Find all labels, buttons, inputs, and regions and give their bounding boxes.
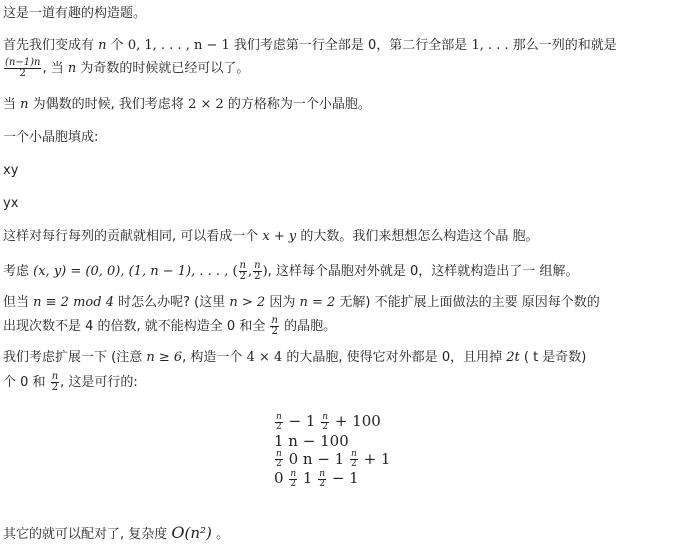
- fraction: $\frac{n}{2}$: [350, 449, 357, 469]
- construction-matrix: [274, 412, 390, 489]
- cell-row-2: yx: [3, 196, 19, 211]
- paragraph-4: 这样对每行每列的贡献就相同, 可以看成一个 x + y 的大数。我们来想想怎么构造这个晶 胞。: [3, 229, 539, 244]
- fraction: $\frac{n}{2}$: [239, 260, 246, 282]
- matrix-row-2: 1 n − 100: [274, 431, 349, 450]
- matrix-row-4: 0 $\frac{n}{2}$ 1 $\frac{n}{2}$ − 1: [274, 468, 359, 489]
- paragraph-6-line-1: 但当 n ≡ 2 mod 4 时怎么办呢? (这里 n > 2 因为 n = 2 无解) 不能扩展上面做法的主要 原因每个数的: [3, 295, 600, 310]
- cell-row-1: xy: [3, 163, 19, 178]
- paragraph-1-line-1: 首先我们变成有 n 个 0, 1, . . . , n − 1 我们考虑第一行全部是 0，第二行全部是 1, . . . 那么一列的和就是: [3, 38, 617, 53]
- paragraph-1-line-2: $\frac{(n-1)n}{2}$ , 当 n 为奇数的时候就已经可以了。: [5, 57, 250, 79]
- fraction: $\frac{n}{2}$: [319, 468, 326, 489]
- paragraph-7-line-1: 我们考虑扩展一下 (注意 n ≥ 6, 构造一个 4 × 4 的大晶胞, 使得它对外都是 0，且用掉 2t ( t 是奇数): [3, 350, 587, 365]
- matrix-row-3: $\frac{n}{2}$ 0 n − 1 $\frac{n}{2}$ + 1: [276, 449, 391, 469]
- paragraph-5: 考虑 (x, y) = (0, 0), (1, n − 1), . . . , ( $\frac{n}{2}$ , $\frac{n}{2}$ ), 这样每个晶胞对外就是 0，这样就构造出了一 组解。: [3, 260, 579, 282]
- paragraph-6-line-2: 出现次数不是 4 的倍数, 就不能构造全 0 和全 $\frac{n}{2}$ 的晶胞。: [3, 315, 337, 337]
- outro-paragraph: 其它的就可以配对了, 复杂度 O(n²) 。: [3, 523, 230, 542]
- paragraph-3: 一个小晶胞填成:: [3, 130, 99, 145]
- paragraph-7-line-2: 个 0 和 $\frac{n}{2}$ , 这是可行的:: [3, 371, 138, 393]
- fraction: $\frac{n}{2}$: [322, 411, 329, 432]
- fraction: $\frac{n}{2}$: [290, 468, 297, 489]
- intro-paragraph: 这是一道有趣的构造题。: [3, 6, 147, 21]
- fraction: $\frac{n}{2}$: [51, 371, 59, 393]
- fraction: $\frac{n}{2}$: [271, 315, 278, 337]
- fraction: $\frac{n}{2}$: [276, 411, 282, 432]
- fraction: $\frac{(n-1)n}{2}$: [5, 57, 41, 79]
- fraction: $\frac{n}{2}$: [254, 260, 261, 282]
- matrix-row-1: $\frac{n}{2}$ − 1 $\frac{n}{2}$ + 100: [276, 411, 381, 432]
- paragraph-2: 当 n 为偶数的时候, 我们考虑将 2 × 2 的方格称为一个小晶胞。: [3, 97, 371, 112]
- fraction: $\frac{n}{2}$: [276, 449, 282, 469]
